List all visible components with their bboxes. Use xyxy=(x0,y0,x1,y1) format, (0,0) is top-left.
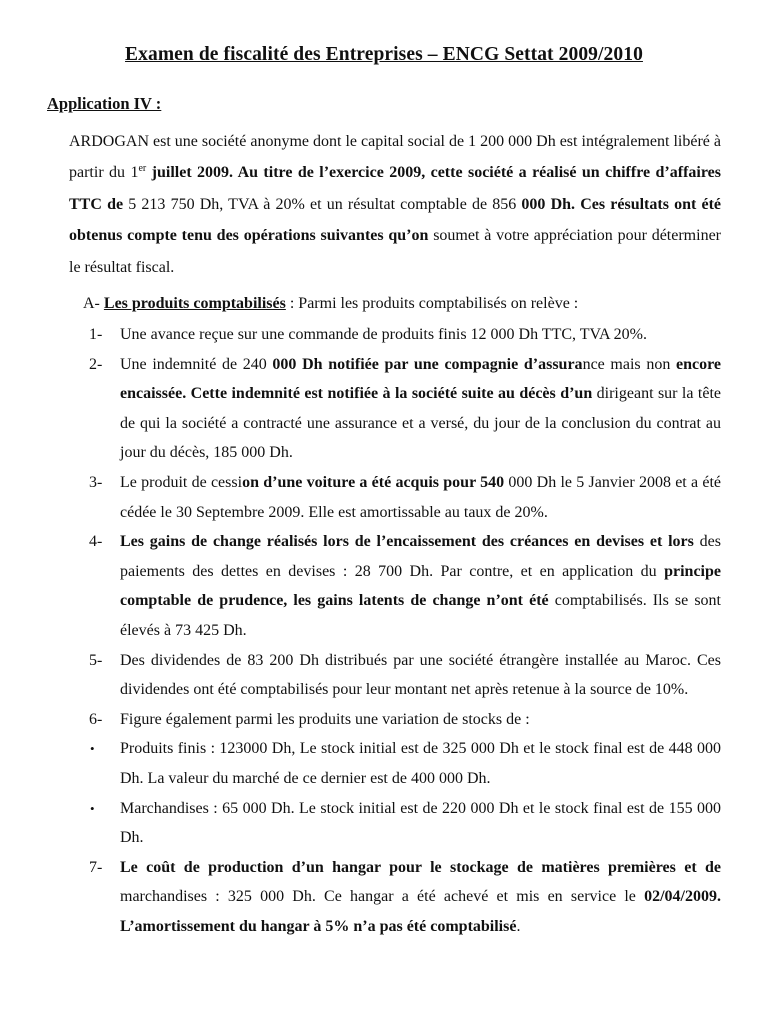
item-text-run: des paiements des dettes en devises : 28 700 Dh. Par contre, et en application du xyxy=(120,533,721,580)
item-text xyxy=(120,646,721,705)
item-text-run: marchandises : 325 000 Dh. Ce hangar a été achevé et mis en service le xyxy=(120,888,645,906)
intro-superscript: er xyxy=(138,163,147,175)
section-heading: Application IV : xyxy=(47,94,162,113)
intro-text-1: ARDOGAN est une société anonyme dont le capital social de 1 200 000 Dh est intégralement libéré à partir du 1 xyxy=(69,133,721,182)
item-text-bold: encore encaissée. Cette indemnité est notifiée à la société suite au décès d’un xyxy=(120,355,721,403)
intro-paragraph xyxy=(69,126,721,283)
item-text xyxy=(120,734,721,793)
bullet-item xyxy=(0,794,768,853)
item-text-bold: Les gains de change réalisés lors de l’encaissement des créances en devises et lors xyxy=(120,533,694,551)
item-text-run: dirigeant sur la tête de qui la société a contracté une assurance et a versé, du jour de la conclusion du contrat au jour du décès, 185 000 Dh. xyxy=(120,385,722,462)
intro-text-5: soumet à votre appréciation pour déterminer le résultat fiscal. xyxy=(69,227,721,276)
item-number: 1- xyxy=(89,326,103,343)
item-number: 2- xyxy=(89,355,103,373)
item-text-bold: 000 Dh notifiée par une compagnie d’assura xyxy=(272,355,583,373)
item-text-run: Produits finis : 123000 Dh, Le stock initial est de 325 000 Dh et le stock final est de 448 000 Dh. La valeur du marché de ce dernier est de 400 000 Dh. xyxy=(120,740,721,787)
item-text-run: nce mais non xyxy=(582,355,676,373)
item-text-bold: Le coût de production d’un hangar pour le stockage de matières premières et de xyxy=(120,858,721,876)
item-text-run: 000 Dh le 5 Janvier 2008 et a été cédée le 30 Septembre 2009. Elle est amortissable au taux de 20%. xyxy=(120,473,721,521)
item-text xyxy=(120,350,721,468)
list-item xyxy=(0,527,768,645)
bullet-marker: • xyxy=(90,800,95,816)
subsection-heading xyxy=(83,290,578,318)
item-text xyxy=(120,468,721,527)
document-title: Examen de fiscalité des Entreprises – ENCG Settat 2009/2010 xyxy=(125,44,643,65)
item-text xyxy=(120,794,721,853)
item-text xyxy=(120,853,721,942)
item-text-run: Une avance reçue sur une commande de produits finis 12 000 Dh TTC, TVA 20%. xyxy=(120,326,647,343)
item-number: 6- xyxy=(89,710,103,728)
list-item xyxy=(0,468,768,527)
subsection-prefix: A- xyxy=(83,295,104,312)
item-text-run: Le produit de cessi xyxy=(120,473,243,491)
item-text xyxy=(120,527,721,645)
subsection-label: Les produits comptabilisés xyxy=(103,295,286,312)
intro-text-4: 000 Dh. Ces résultats ont été obtenus compte tenu des opérations suivantes qu’on xyxy=(69,195,722,245)
item-text-run: Figure également parmi les produits une variation de stocks de : xyxy=(120,710,530,728)
list-item xyxy=(0,320,768,350)
list-item xyxy=(0,853,768,942)
item-text xyxy=(120,320,721,350)
bullet-marker: • xyxy=(90,741,95,757)
item-text-bold: principe comptable de prudence, les gains latents de change n’ont été xyxy=(120,562,721,610)
item-text-run: Marchandises : 65 000 Dh. Le stock initial est de 220 000 Dh et le stock final est de 155 000 Dh. xyxy=(120,799,721,847)
item-text-bold: on d’une voiture a été acquis pour 540 xyxy=(242,473,505,491)
item-text-bold: 02/04/2009. L’amortissement du hangar à 5% n’a pas été comptabilisé xyxy=(120,888,721,935)
intro-text-2: juillet 2009. Au titre de l’exercice 2009, cette société a réalisé un chiffre d’affaires TTC de xyxy=(69,164,721,213)
item-text-run: . xyxy=(516,917,521,935)
list-item xyxy=(0,705,768,735)
bullet-item xyxy=(0,734,768,793)
item-text xyxy=(120,705,721,735)
item-text-run: Une indemnité de 240 xyxy=(120,355,273,373)
item-number: 7- xyxy=(89,858,103,876)
items-list xyxy=(0,320,768,941)
list-item xyxy=(0,646,768,705)
list-item xyxy=(0,350,768,468)
item-number: 3- xyxy=(89,473,103,491)
item-number: 4- xyxy=(89,533,103,551)
item-number: 5- xyxy=(89,651,103,669)
intro-text-3: 5 213 750 Dh, TVA à 20% et un résultat comptable de 856 xyxy=(123,195,517,213)
item-text-run: comptabilisés. Ils se sont élevés à 73 425 Dh. xyxy=(120,592,721,639)
subsection-rest: : Parmi les produits comptabilisés on relève : xyxy=(285,295,579,312)
item-text-run: Des dividendes de 83 200 Dh distribués par une société étrangère installée au Maroc. Ces dividendes ont été comptabilisés pour leur montant net après retenue à la source de 10%. xyxy=(120,651,721,699)
